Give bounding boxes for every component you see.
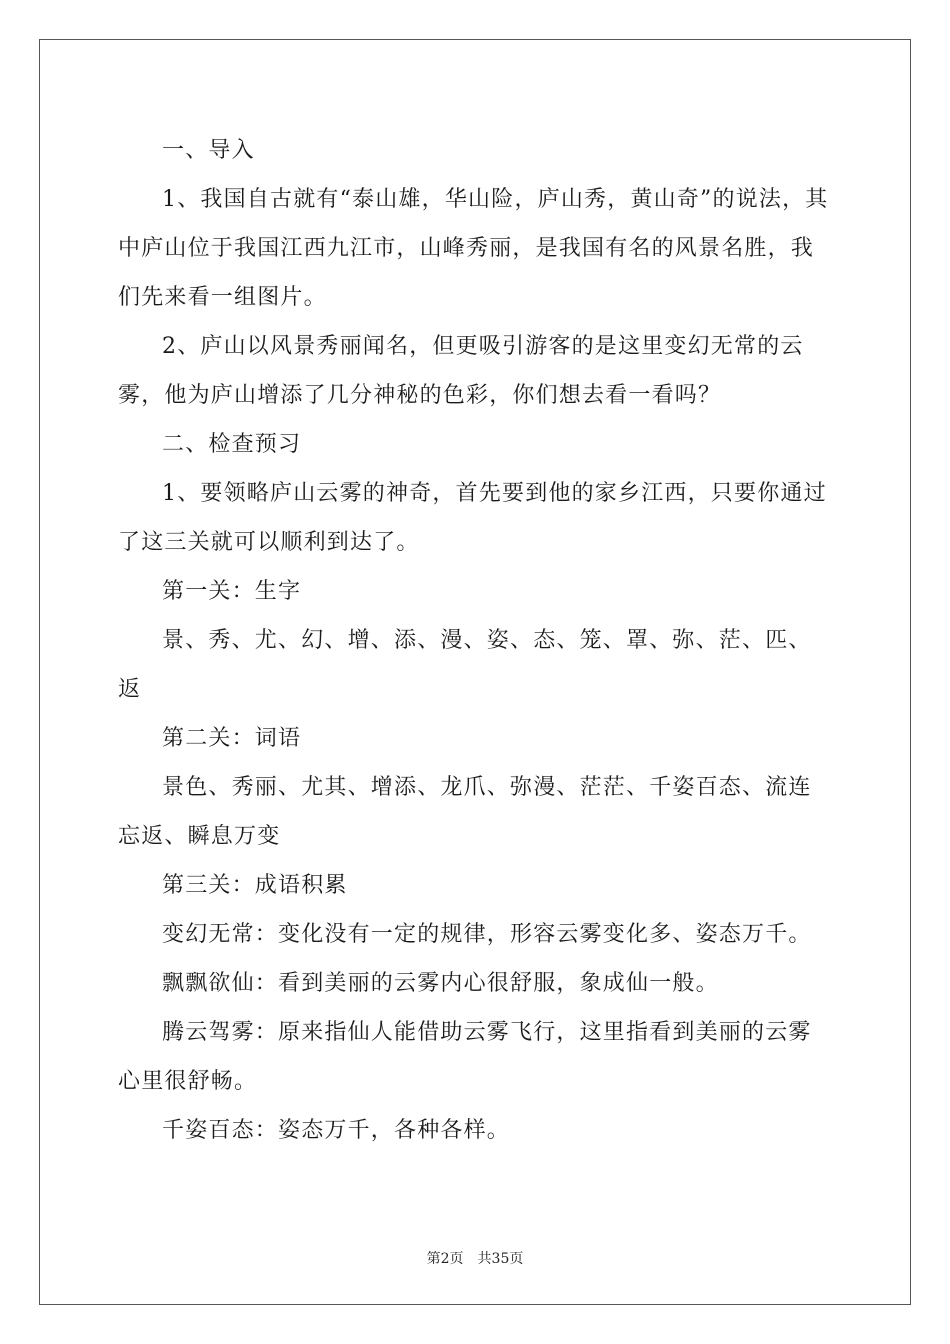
idiom-definition-3: 腾云驾雾：原来指仙人能借助云雾飞行，这里指看到美丽的云雾心里很舒畅。 [118, 1020, 812, 1094]
new-characters-list: 景、秀、尤、幻、增、添、漫、姿、态、笼、罩、弥、茫、匹、返 [118, 628, 812, 702]
section-heading-preview: 二、检查预习 [162, 432, 302, 457]
level-two-heading: 第二关：词语 [162, 726, 302, 751]
page-footer [0, 1248, 950, 1268]
document-body [118, 126, 834, 1155]
page-total: 共35页 [477, 1251, 524, 1267]
idiom-definition-2: 飘飘欲仙：看到美丽的云雾内心很舒服，象成仙一般。 [162, 971, 719, 996]
paragraph-preview-1: 1、要领略庐山云雾的神奇，首先要到他的家乡江西，只要你通过了这三关就可以顺利到达了。 [118, 481, 827, 555]
level-three-heading: 第三关：成语积累 [162, 873, 348, 898]
page-number: 第2页 [426, 1251, 464, 1267]
idiom-definition-4: 千姿百态：姿态万千，各种各样。 [162, 1118, 511, 1143]
section-heading-intro: 一、导入 [162, 138, 255, 163]
paragraph-intro-2: 2、庐山以风景秀丽闻名，但更吸引游客的是这里变幻无常的云雾，他为庐山增添了几分神秘的色彩，你们想去看一看吗？ [118, 334, 804, 408]
vocabulary-list: 景色、秀丽、尤其、增添、龙爪、弥漫、茫茫、千姿百态、流连忘返、瞬息万变 [118, 775, 812, 849]
paragraph-intro-1: 1、我国自古就有“泰山雄，华山险，庐山秀，黄山奇”的说法，其中庐山位于我国江西九江市，山峰秀丽，是我国有名的风景名胜，我们先来看一组图片。 [118, 187, 829, 310]
idiom-definition-1: 变幻无常：变化没有一定的规律，形容云雾变化多、姿态万千。 [162, 922, 812, 947]
level-one-heading: 第一关：生字 [162, 579, 302, 604]
